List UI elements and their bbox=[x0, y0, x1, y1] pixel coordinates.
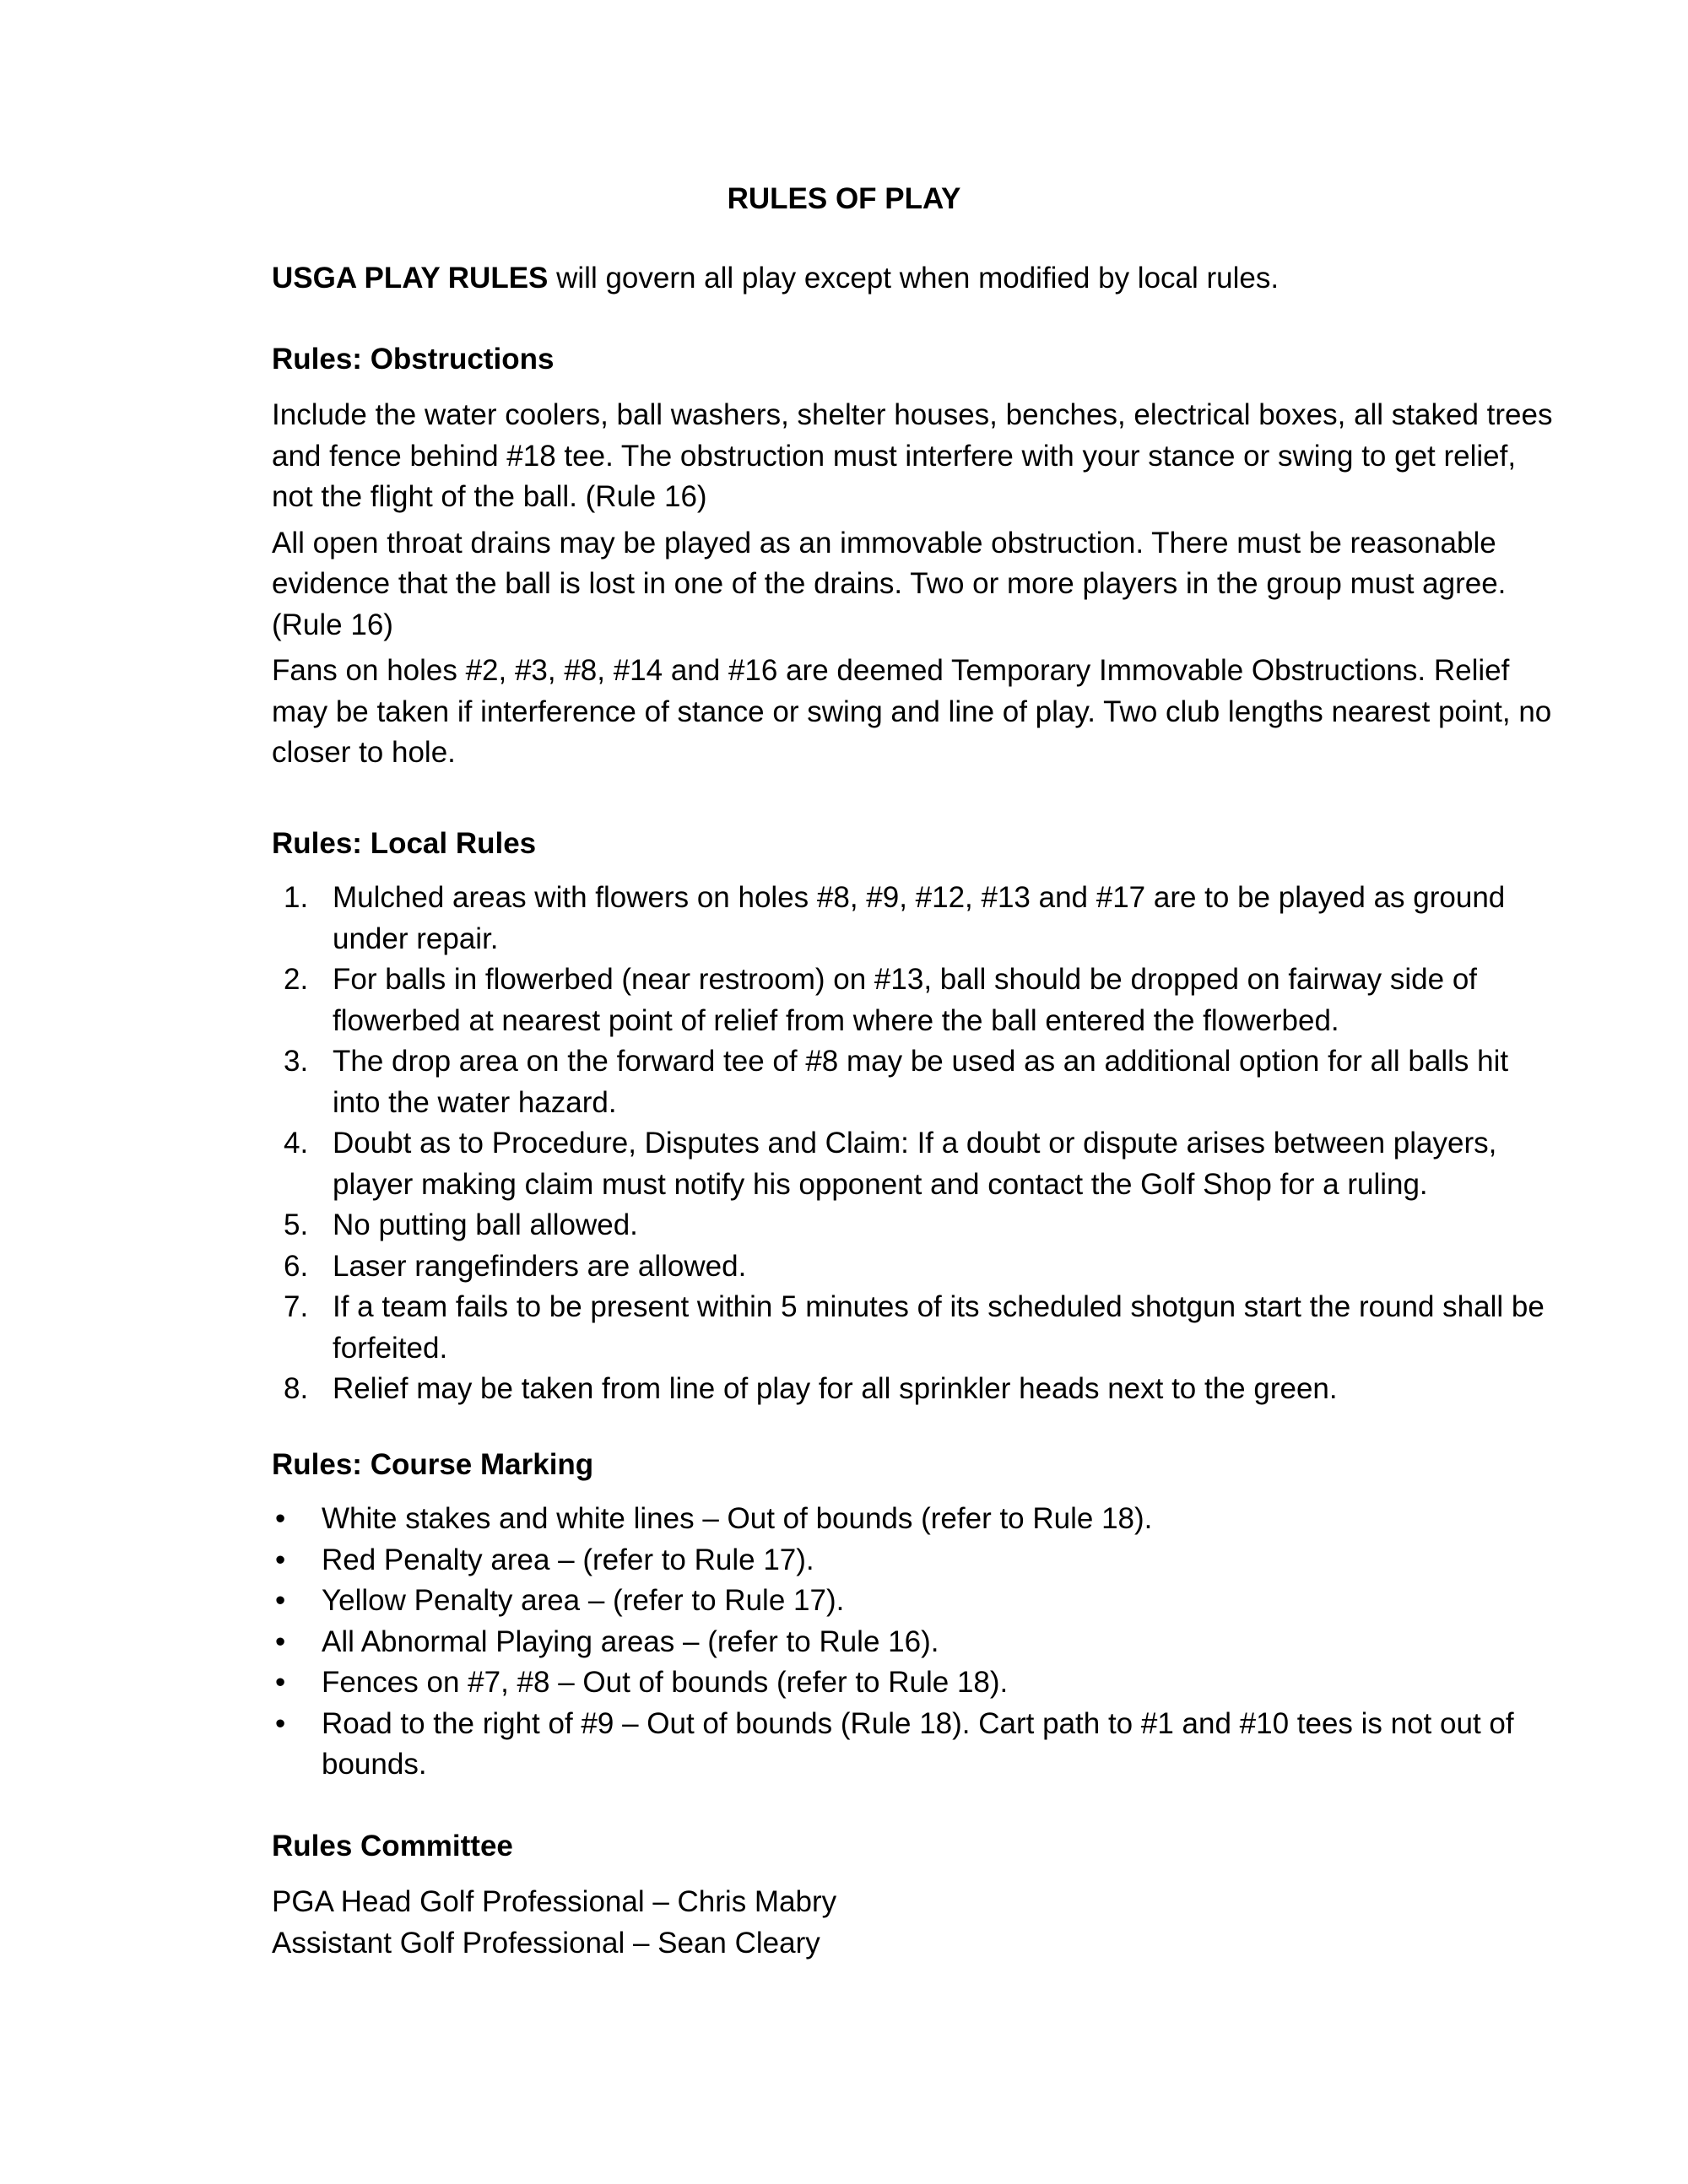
list-item-text: Mulched areas with flowers on holes #8, #9, #12, #13 and #17 are to be played as ground under repair. bbox=[333, 881, 1506, 955]
intro-paragraph bbox=[272, 258, 1563, 300]
list-item-text: For balls in flowerbed (near restroom) on #13, ball should be dropped on fairway side of flowerbed at nearest point of relief from where the ball entered the flowerbed. bbox=[333, 963, 1478, 1037]
list-number: 5. bbox=[284, 1208, 309, 1241]
list-item bbox=[272, 1205, 1563, 1246]
bullet-icon: • bbox=[275, 1502, 286, 1535]
list-number: 7. bbox=[284, 1290, 309, 1323]
list-item-text: Yellow Penalty area – (refer to Rule 17). bbox=[322, 1584, 845, 1617]
list-item bbox=[272, 1499, 1563, 1540]
committee-heading: Rules Committee bbox=[272, 1830, 513, 1862]
course-marking-heading: Rules: Course Marking bbox=[272, 1448, 594, 1481]
obstructions-heading: Rules: Obstructions bbox=[272, 343, 555, 376]
committee-section bbox=[272, 1882, 1563, 1964]
obstructions-paragraph: Include the water coolers, ball washers, shelter houses, benches, electrical boxes, all staked trees and fence behind #18 tee. The obstruction must interfere with your stance or swing to get relief, not the flight of the ball. (Rule 16) bbox=[272, 398, 1553, 513]
bullet-icon: • bbox=[275, 1543, 286, 1576]
list-item-text: Laser rangefinders are allowed. bbox=[333, 1249, 747, 1283]
list-item bbox=[272, 1581, 1563, 1622]
list-item-text: All Abnormal Playing areas – (refer to Rule 16). bbox=[322, 1624, 939, 1658]
list-number: 2. bbox=[284, 963, 309, 996]
list-item bbox=[272, 960, 1563, 1041]
bullet-icon: • bbox=[275, 1666, 286, 1699]
obstructions-paragraph: Fans on holes #2, #3, #8, #14 and #16 are deemed Temporary Immovable Obstructions. Relief may be taken if interference of stance or swing and line of play. Two club lengths nearest point, no closer to hole. bbox=[272, 654, 1552, 769]
list-item bbox=[272, 1287, 1563, 1369]
list-item bbox=[272, 878, 1563, 960]
list-item bbox=[272, 1540, 1563, 1581]
list-item bbox=[272, 1041, 1563, 1123]
list-number: 1. bbox=[284, 881, 309, 914]
list-item bbox=[272, 1622, 1563, 1663]
bullet-icon: • bbox=[275, 1706, 286, 1740]
course-marking-section bbox=[272, 1499, 1563, 1786]
course-marking-list bbox=[272, 1499, 1563, 1786]
list-number: 4. bbox=[284, 1127, 309, 1160]
list-item-text: If a team fails to be present within 5 minutes of its scheduled shotgun start the round shall be forfeited. bbox=[333, 1290, 1545, 1365]
list-item bbox=[272, 1704, 1563, 1786]
page-title: RULES OF PLAY bbox=[727, 182, 961, 215]
intro-text: will govern all play except when modified by local rules. bbox=[548, 262, 1280, 295]
bullet-icon: • bbox=[275, 1584, 286, 1617]
list-number: 3. bbox=[284, 1045, 309, 1078]
committee-member: PGA Head Golf Professional – Chris Mabry bbox=[272, 1885, 837, 1918]
list-item bbox=[272, 1369, 1563, 1410]
local-rules-heading: Rules: Local Rules bbox=[272, 827, 537, 860]
list-item bbox=[272, 1123, 1563, 1205]
list-item-text: Red Penalty area – (refer to Rule 17). bbox=[322, 1543, 814, 1576]
bullet-icon: • bbox=[275, 1624, 286, 1658]
list-item-text: Fences on #7, #8 – Out of bounds (refer to Rule 18). bbox=[322, 1666, 1009, 1699]
list-item-text: Doubt as to Procedure, Disputes and Claim: If a doubt or dispute arises between players, player making claim must notify his opponent and contact the Golf Shop for a ruling. bbox=[333, 1127, 1497, 1201]
list-item bbox=[272, 1246, 1563, 1288]
list-number: 8. bbox=[284, 1372, 309, 1405]
intro-bold-text: USGA PLAY RULES bbox=[272, 262, 549, 295]
list-item-text: White stakes and white lines – Out of bounds (refer to Rule 18). bbox=[322, 1502, 1153, 1535]
obstructions-paragraph: All open throat drains may be played as an immovable obstruction. There must be reasonable evidence that the ball is lost in one of the drains. Two or more players in the group must agree. (Rule 16) bbox=[272, 526, 1507, 641]
list-item bbox=[272, 1662, 1563, 1704]
obstructions-section bbox=[272, 395, 1563, 779]
list-item-text: The drop area on the forward tee of #8 may be used as an additional option for all balls hit into the water hazard. bbox=[333, 1045, 1509, 1119]
list-number: 6. bbox=[284, 1249, 309, 1283]
committee-member: Assistant Golf Professional – Sean Cleary bbox=[272, 1926, 820, 1960]
list-item-text: No putting ball allowed. bbox=[333, 1208, 638, 1241]
local-rules-list bbox=[272, 878, 1563, 1410]
list-item-text: Relief may be taken from line of play for all sprinkler heads next to the green. bbox=[333, 1372, 1338, 1405]
local-rules-section bbox=[272, 878, 1563, 1410]
list-item-text: Road to the right of #9 – Out of bounds (Rule 18). Cart path to #1 and #10 tees is not out of bounds. bbox=[322, 1706, 1514, 1781]
